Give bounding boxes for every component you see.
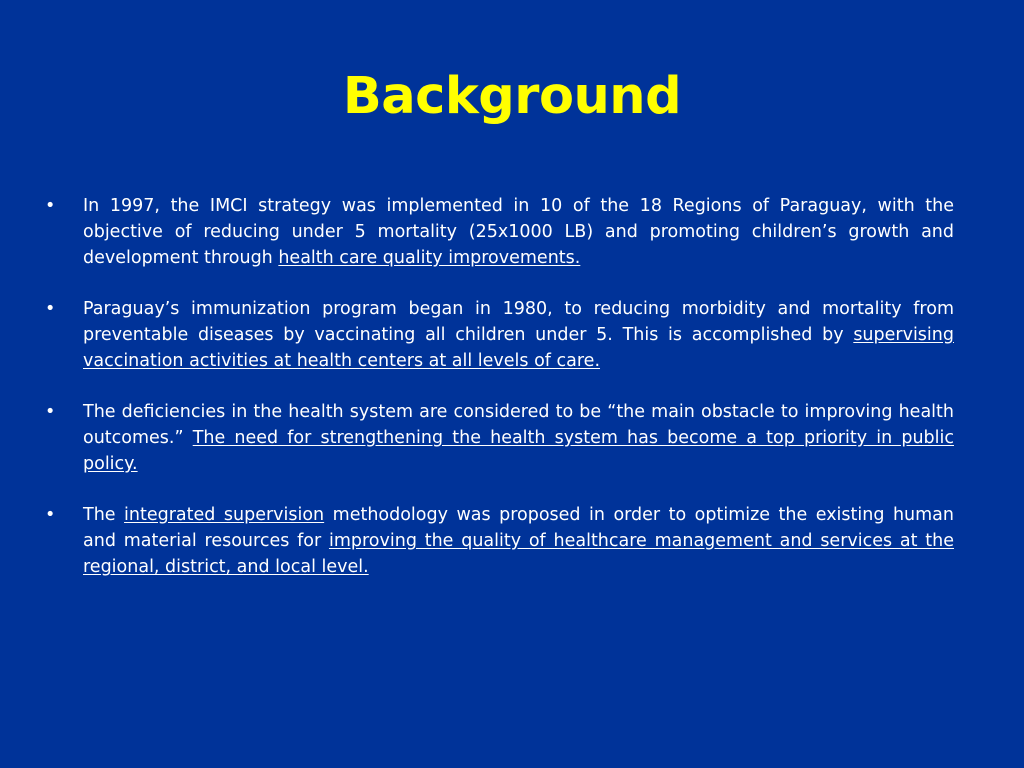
bullet-text: methodology was proposed in order to optimize the existing human and material resources for xyxy=(83,505,954,551)
bullet-list xyxy=(45,193,954,605)
bullet-text: The xyxy=(83,505,125,525)
bullet-item-integrated-supervision xyxy=(45,502,954,580)
bullet-text: Paraguay’s immunization program began in 1980, to reducing morbidity and mortality from preventable diseases by vaccinating all children under 5. This is accomplished by xyxy=(83,299,954,345)
bullet-text: In 1997, the IMCI strategy was implemented in 10 of the 18 Regions of Paraguay, with the objective of reducing under 5 mortality (25x1000 LB) and promoting children’s growth and development through xyxy=(83,196,954,268)
underlined-text: supervising vaccination activities at health centers at all levels of care. xyxy=(83,325,954,371)
bullet-item-deficiencies xyxy=(45,399,954,477)
bullet-icon: • xyxy=(45,402,56,422)
bullet-icon: • xyxy=(45,299,56,319)
bullet-icon: • xyxy=(45,505,56,525)
underlined-text: health care quality improvements. xyxy=(278,248,581,268)
underlined-text: improving the quality of healthcare management and services at the regional, district, and local level. xyxy=(83,531,954,577)
bullet-text: The deficiencies in the health system are considered to be “the main obstacle to improving health outcomes.” xyxy=(83,402,954,448)
slide-title: Background xyxy=(342,67,682,126)
bullet-item-immunization xyxy=(45,296,954,374)
underlined-text: integrated supervision xyxy=(124,505,325,525)
bullet-icon: • xyxy=(45,196,56,216)
underlined-text: The need for strengthening the health system has become a top priority in public policy. xyxy=(83,428,954,474)
bullet-item-imci xyxy=(45,193,954,271)
